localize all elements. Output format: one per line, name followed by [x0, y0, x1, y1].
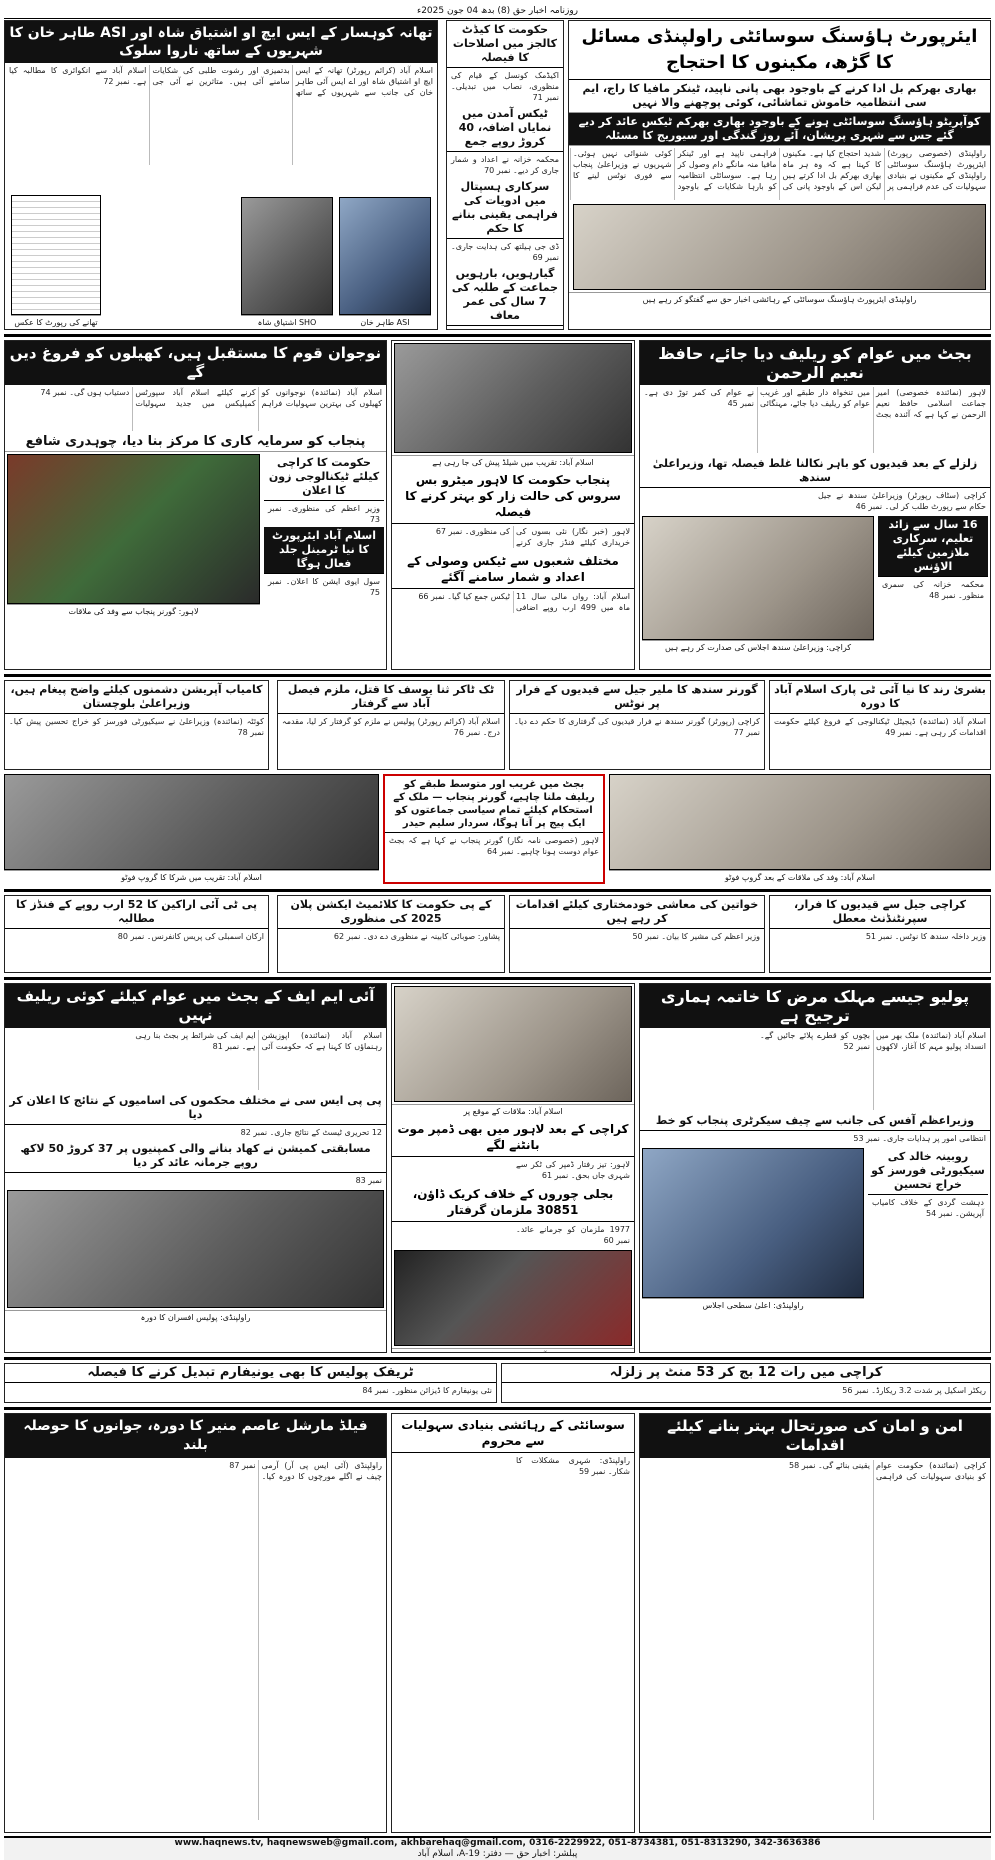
row3-body: کراچی (رپورٹر) گورنر سندھ نے فرار قیدیوں کی گرفتاری کا حکم دے دیا۔ نمبر 77	[514, 717, 760, 737]
top-main-story	[568, 20, 991, 330]
row4-story-2	[509, 895, 765, 973]
asi-photo	[339, 197, 431, 315]
row2-left-subheadline: پنجاب کو سرمایہ کاری کا مرکز بنا دیا، چوہدری شافع	[5, 433, 386, 452]
row5-left-item-body: نمبر 83	[355, 1176, 382, 1185]
row6-item-head: کراچی میں رات 12 بج کر 53 منٹ پر زلزلہ	[502, 1364, 990, 1383]
row3-story-4	[4, 680, 269, 770]
top-main-body: راولپنڈی (خصوصی رپورٹ) ایئرپورٹ ہاؤسنگ سوسائٹی راولپنڈی کے مکینوں نے بنیادی سہولیات کی عدم فراہمی پر شدید احتجاج کیا ہے۔ مکینوں کا کہنا ہے کہ وہ ہر ماہ بھاری بھرکم بل ادا کرتے ہیں لیکن اس کے باوجود پانی کی فراہمی ناپید ہے اور ٹینکر مافیا منہ مانگے دام وصول کر رہا ہے۔ سوسائٹی انتظامیہ کو بارہا شکایات کے باوجود کوئی شنوائی نہیں ہوئی۔ شہریوں نے وزیراعلیٰ پنجاب سے فوری نوٹس لینے کا	[573, 149, 986, 191]
row5-right-side	[868, 1148, 988, 1328]
row5-right-caption: راولپنڈی: اعلیٰ سطحی اجلاس	[642, 1298, 864, 1312]
row3-body: کوئٹہ (نمائندہ) وزیراعلیٰ نے سیکیورٹی فورسز کو خراج تحسین پیش کیا۔ نمبر 78	[9, 717, 264, 737]
top-main-subheadline-2: کوآپریٹو ہاؤسنگ سوسائٹی ہونے کے باوجود بھاری بھرکم ٹیکس عائد کر دیے گئے جس سے شہری پریشان، آئے روز گندگی اور سیوریج کا مسئلہ	[569, 113, 990, 146]
row7-middle	[391, 1413, 635, 1833]
separator	[4, 889, 991, 892]
top-left-body: اسلام آباد (کرائم رپورٹر) تھانہ کے ایس ایچ او اشتیاق شاہ اور اے ایس آئی طاہر خان کی جانب سے شہریوں کے ساتھ بدتمیزی اور رشوت طلبی کی شکایات سامنے آئی ہیں۔ متاثرین نے آئی جی اسلام آباد سے انکوائری کا مطالبہ کیا ہے۔ نمبر 72	[9, 66, 433, 97]
row2-right-item-body: محکمہ خزانہ کی سمری منظور۔ نمبر 48	[882, 580, 984, 600]
row3-body: اسلام آباد (کرائم رپورٹر) پولیس نے ملزم کو گرفتار کر لیا، مقدمہ درج۔ نمبر 76	[282, 717, 500, 737]
top-main-subheadline: بھاری بھرکم بل ادا کرنے کے باوجود بھی پانی ناپید، ٹینکر مافیا کا راج، ایم سی انتظامیہ خاموش تماشائی، کوئی پوچھنے والا نہیں	[569, 80, 990, 113]
row4-item-body: وزیر اعظم کی مشیر کا بیان۔ نمبر 50	[632, 932, 760, 941]
row2-left-photo	[7, 454, 260, 604]
document-scan-image	[11, 195, 101, 315]
sho-caption: SHO اشتیاق شاہ	[241, 315, 333, 329]
row5-left	[4, 983, 387, 1353]
row5-right-body: اسلام آباد (نمائندہ) ملک بھر میں انسداد پولیو مہم کا آغاز، لاکھوں بچوں کو قطرے پلائے جائیں گے۔ نمبر 52	[760, 1031, 986, 1051]
row2-left-photo-wrap	[7, 454, 260, 654]
row-7	[4, 1413, 991, 1833]
top-left-photos	[5, 179, 437, 329]
row-2	[4, 340, 991, 670]
doc-caption: تھانے کی رپورٹ کا عکس	[11, 315, 101, 329]
row2-middle-item-body: لاہور (خبر نگار) نئی بسوں کی خریداری کیلئے فنڈز جاری کرنے کی منظوری۔ نمبر 67	[435, 527, 630, 547]
row2-right-item-body: کراچی (سٹاف رپورٹر) وزیراعلیٰ سندھ نے جیل حکام سے رپورٹ طلب کر لی۔ نمبر 46	[818, 491, 986, 511]
row5-right-photo-wrap	[642, 1148, 864, 1328]
top-middle-item-body: اکیڈمک کونسل کے قیام کی منظوری، نصاب میں تبدیلی۔ نمبر 71	[451, 71, 559, 102]
row2-left-lower	[5, 452, 386, 656]
top-left-story	[4, 20, 438, 330]
top-main-headline: ایئرپورٹ ہاؤسنگ سوسائٹی راولپنڈی مسائل کا گڑھ، مکینوں کا احتجاج	[569, 21, 990, 80]
row3-headline: بشریٰ رند کا نیا آئی ٹی پارک اسلام آباد کا دورہ	[770, 681, 990, 714]
footer-publisher: پبلشر: اخبار حق — دفتر: 19-A، اسلام آباد	[417, 1849, 578, 1859]
row7-headline: سوسائٹی کے رہائشی بنیادی سہولیات سے محروم	[392, 1414, 634, 1453]
row4-story-3	[277, 895, 505, 973]
row4-item-body: ارکان اسمبلی کی پریس کانفرنس۔ نمبر 80	[117, 932, 264, 941]
row3-headline: کامیاب آپریشن دشمنوں کیلئے واضح پیغام ہیں، وزیراعلیٰ بلوچستان	[5, 681, 268, 714]
row5-right-lower	[640, 1146, 990, 1330]
row2-left-caption: لاہور: گورنر پنجاب سے وفد کی ملاقات	[7, 604, 260, 618]
row7-body: راولپنڈی: شہری مشکلات کا شکار۔ نمبر 59	[516, 1456, 630, 1476]
row5-left-body: اسلام آباد (نمائندہ) اپوزیشن رہنماؤں کا کہنا ہے کہ حکومت آئی ایم ایف کی شرائط پر بجٹ بنا رہی ہے۔ نمبر 81	[135, 1031, 382, 1051]
row4-item-body: وزیر داخلہ سندھ کا نوٹس۔ نمبر 51	[865, 932, 986, 941]
row3-photo-left	[4, 774, 379, 884]
row2-middle	[391, 340, 635, 670]
top-middle-item-head: سرکاری ہسپتال میں ادویات کی فراہمی یقینی بنانے کا حکم	[447, 178, 563, 239]
separator	[4, 1407, 991, 1410]
row3-headline: گورنر سندھ کا ملیر جیل سے قیدیوں کے فرار پر نوٹس	[510, 681, 764, 714]
photo-sho	[241, 197, 333, 329]
row5-middle-photo-2	[394, 1250, 632, 1346]
row2-left-side	[264, 454, 384, 654]
row4-item-head: خواتین کی معاشی خودمختاری کیلئے اقدامات کر رہے ہیں	[510, 896, 764, 929]
row5-right-photo	[642, 1148, 864, 1298]
row5-right	[639, 983, 991, 1353]
row5-left-photo	[7, 1190, 384, 1308]
row-top	[4, 20, 991, 330]
row2-middle-item-head: مختلف شعبوں سے ٹیکس وصولی کے اعداد و شمار سامنے آگئے	[392, 550, 634, 589]
row2-right-side	[878, 516, 988, 662]
sho-photo	[241, 197, 333, 315]
row3-story-1	[769, 680, 991, 770]
group-photo-left	[4, 774, 379, 870]
row2-right-body: لاہور (نمائندہ خصوصی) امیر جماعت اسلامی حافظ نعیم الرحمن نے کہا ہے کہ آئندہ بجٹ میں تنخواہ دار طبقے اور غریب عوام کو ریلیف دیا جائے، مہنگائی نے عوام کی کمر توڑ دی ہے۔ نمبر 45	[644, 388, 986, 419]
row3-photo-right	[609, 774, 991, 884]
row-4	[4, 895, 991, 973]
row2-left-item-body: سول ایوی ایشن کا اعلان۔ نمبر 75	[268, 577, 380, 597]
row5-right-item-body: دہشت گردی کے خلاف کامیاب آپریشن۔ نمبر 54	[872, 1198, 984, 1218]
top-middle-item-head: حکومت کا کیڈٹ کالجز میں اصلاحات کا فیصلہ	[447, 21, 563, 68]
doc-scan	[11, 195, 101, 329]
row6-story-1	[501, 1363, 991, 1403]
row2-middle-photo	[394, 343, 632, 453]
row2-right-headline: بجٹ میں عوام کو ریلیف دیا جائے، حافظ نعیم الرحمن	[640, 341, 990, 385]
row5-middle	[391, 983, 635, 1353]
row5-right-item-body: انتظامی امور پر ہدایات جاری۔ نمبر 53	[853, 1134, 986, 1143]
row3-story-2	[509, 680, 765, 770]
row3-center-box	[383, 774, 605, 884]
row2-right-item-head: زلزلے کے بعد قیدیوں کو باہر نکالنا غلط فیصلہ تھا، وزیراعلیٰ سندھ	[640, 455, 990, 488]
row3-caption-right: اسلام آباد: وفد کی ملاقات کے بعد گروپ فوٹو	[609, 870, 991, 884]
row5-middle-caption-2	[392, 1348, 634, 1353]
row-3	[4, 680, 991, 885]
row4-item-head: کراچی جیل سے قیدیوں کا فرار، سپرنٹنڈنٹ معطل	[770, 896, 990, 929]
row2-middle-item-body: اسلام آباد: رواں مالی سال 11 ماہ میں 499 ارب روپے اضافی ٹیکس جمع کیا گیا۔ نمبر 66	[418, 592, 630, 612]
separator	[4, 1357, 991, 1360]
row3-headline: ٹک ٹاکر ثنا یوسف کا قتل، ملزم فیصل آباد سے گرفتار	[278, 681, 504, 714]
row3-caption-left: اسلام آباد: تقریب میں شرکا کا گروپ فوٹو	[4, 870, 379, 884]
top-middle-item-body: محکمہ خزانہ نے اعداد و شمار جاری کر دیے۔ نمبر 70	[451, 155, 559, 175]
row2-left-item-head: حکومت کا کراچی کیلئے ٹیکنالوجی زون کا اعلان	[264, 454, 384, 501]
row5-left-caption: راولپنڈی: پولیس افسران کا دورہ	[5, 1310, 386, 1324]
top-main-photo	[573, 204, 986, 290]
row2-right-lower	[640, 514, 990, 664]
row2-right-caption: کراچی: وزیراعلیٰ سندھ اجلاس کی صدارت کر رہے ہیں	[642, 640, 874, 654]
row-5	[4, 983, 991, 1353]
row3-body: اسلام آباد (نمائندہ) ڈیجیٹل ٹیکنالوجی کے فروغ کیلئے حکومت اقدامات کر رہی ہے۔ نمبر 49	[774, 717, 986, 737]
row5-left-item-head: پی پی ایس سی نے مختلف محکموں کی اسامیوں کے نتائج کا اعلان کر دیا	[5, 1092, 386, 1125]
row7-headline: امن و امان کی صورتحال بہتر بنانے کیلئے اقدامات	[640, 1414, 990, 1458]
separator	[4, 977, 991, 980]
top-left-headline: تھانہ کوہسار کے ایس ایچ او اشتیاق شاہ اور ASI طاہر خان کا شہریوں کے ساتھ ناروا سلوک	[5, 21, 437, 63]
row2-left	[4, 340, 387, 670]
asi-caption: ASI طاہر خان	[339, 315, 431, 329]
row3-center-body: لاہور (خصوصی نامہ نگار) گورنر پنجاب نے کہا ہے کہ بجٹ عوام دوست ہونا چاہیے۔ نمبر 64	[389, 836, 599, 856]
row5-middle-caption: اسلام آباد: ملاقات کے موقع پر	[392, 1104, 634, 1118]
row5-right-headline: پولیو جیسے مہلک مرض کا خاتمہ ہماری ترجیح ہے	[640, 984, 990, 1028]
row5-middle-item-head: بجلی چوروں کے خلاف کریک ڈاؤن، 30851 ملزمان گرفتار	[392, 1183, 634, 1222]
row5-left-item-head: مسابقتی کمیشن نے کھاد بنانے والی کمپنیوں پر 37 کروڑ 50 لاکھ روپے جرمانہ عائد کر دیا	[5, 1140, 386, 1173]
footer	[4, 1836, 991, 1860]
row6-item-body: ریکٹر اسکیل پر شدت 3.2 ریکارڈ۔ نمبر 56	[842, 1386, 986, 1395]
row6-item-body: نئی یونیفارم کا ڈیزائن منظور۔ نمبر 84	[362, 1386, 492, 1395]
top-middle-item-body: ڈی جی ہیلتھ کی ہدایت جاری۔ نمبر 69	[451, 242, 559, 262]
row2-right	[639, 340, 991, 670]
row5-middle-item-head: کراچی کے بعد لاہور میں بھی ڈمپر موت بانٹنے لگے	[392, 1118, 634, 1157]
row5-middle-item-body: لاہور: تیز رفتار ڈمپر کی ٹکر سے شہری جاں بحق۔ نمبر 61	[516, 1160, 630, 1180]
row2-right-photo-wrap	[642, 516, 874, 662]
row7-left	[4, 1413, 387, 1833]
row2-left-body: اسلام آباد (نمائندہ) نوجوانوں کو کھیلوں کی بہترین سہولیات فراہم کرنے کیلئے اسلام آباد سپورٹس کمپلیکس میں جدید سہولیات دستیاب ہوں گی۔ نمبر 74	[40, 388, 382, 408]
row4-item-head: پی ٹی آئی اراکین کا 52 ارب روپے کے فنڈز کا مطالبہ	[5, 896, 268, 929]
top-middle-column	[446, 20, 564, 330]
separator	[4, 334, 991, 337]
top-middle-item-head: ٹیکس آمدن میں نمایاں اضافہ، 40 کروڑ روپے جمع	[447, 105, 563, 152]
row2-left-item-head: اسلام آباد ایئرپورٹ کا نیا ٹرمینل جلد فعال ہوگا	[264, 527, 384, 574]
top-main-caption: راولپنڈی ایئرپورٹ ہاؤسنگ سوسائٹی کے رہائشی اخبار حق سے گفتگو کر رہے ہیں	[569, 292, 990, 306]
row3-center-headline: بجٹ میں غریب اور متوسط طبقے کو ریلیف ملنا چاہیے، گورنر پنجاب — ملک کے استحکام کیلئے تمام سیاسی جماعتوں کو ایک پیج پر آنا ہوگا، سردار سلیم حیدر	[385, 776, 603, 833]
row6-story-2	[4, 1363, 497, 1403]
row7-right	[639, 1413, 991, 1833]
row7-body: کراچی (نمائندہ) حکومت عوام کو بنیادی سہولیات کی فراہمی یقینی بنائے گی۔ نمبر 58	[789, 1461, 986, 1481]
row4-story-1	[769, 895, 991, 973]
row5-left-item-body: 12 تحریری ٹیسٹ کے نتائج جاری۔ نمبر 82	[240, 1128, 382, 1137]
row2-right-photo	[642, 516, 874, 640]
row5-middle-photo	[394, 986, 632, 1102]
group-photo-right	[609, 774, 991, 870]
row3-story-3	[277, 680, 505, 770]
row2-middle-caption: اسلام آباد: تقریب میں شیلڈ پیش کی جا رہی ہے	[392, 455, 634, 469]
row7-headline: فیلڈ مارشل عاصم منیر کا دورہ، جوانوں کا حوصلہ بلند	[5, 1414, 386, 1458]
row2-left-headline: نوجوان قوم کا مستقبل ہیں، کھیلوں کو فروغ دیں گے	[5, 341, 386, 385]
row2-right-item-head: 16 سال سے زائد تعلیم، سرکاری ملازمین کیلئے الاؤنس	[878, 516, 988, 577]
row5-right-item-head: وزیراعظم آفس کی جانب سے چیف سیکرٹری پنجاب کو خط	[640, 1112, 990, 1131]
row4-item-body: پشاور: صوبائی کابینہ نے منظوری دے دی۔ نمبر 62	[333, 932, 500, 941]
row4-item-head: کے پی حکومت کا کلائمیٹ ایکشن پلان 2025 کی منظوری	[278, 896, 504, 929]
row5-middle-item-body: 1977 ملزمان کو جرمانے عائد۔ نمبر 60	[516, 1225, 630, 1245]
separator	[4, 674, 991, 677]
photo-asi	[339, 197, 431, 329]
row2-middle-item-head: پنجاب حکومت کا لاہور میٹرو بس سروس کی حالت زار کو بہتر کرنے کا فیصلہ	[392, 469, 634, 524]
row4-story-4	[4, 895, 269, 973]
top-middle-item-body	[447, 326, 563, 330]
row5-left-headline: آئی ایم ایف کے بجٹ میں عوام کیلئے کوئی ریلیف نہیں	[5, 984, 386, 1028]
row2-left-item-body: وزیر اعظم کی منظوری۔ نمبر 73	[268, 504, 380, 524]
footer-contact: www.haqnews.tv, haqnewsweb@gmail.com, akhbarehaq@gmail.com, 0316-2229922, 051-8734381, 051-8313290, 342-3636386	[174, 1838, 821, 1848]
row6-item-head: ٹریفک پولیس کا بھی یونیفارم تبدیل کرنے کا فیصلہ	[5, 1364, 496, 1383]
masthead: روزنامہ اخبار حق (8) بدھ 04 جون 2025ء	[4, 4, 991, 19]
row5-right-item-head: روبینہ خالد کی سیکیورٹی فورسز کو خراج تحسین	[868, 1148, 988, 1195]
row7-body: راولپنڈی (آئی ایس پی آر) آرمی چیف نے اگلے مورچوں کا دورہ کیا۔ نمبر 87	[229, 1461, 382, 1481]
top-middle-item-head: گیارہویں، بارہویں جماعت کے طلبہ کی 7 سال کی عمر معاف	[447, 265, 563, 326]
row-6	[4, 1363, 991, 1403]
